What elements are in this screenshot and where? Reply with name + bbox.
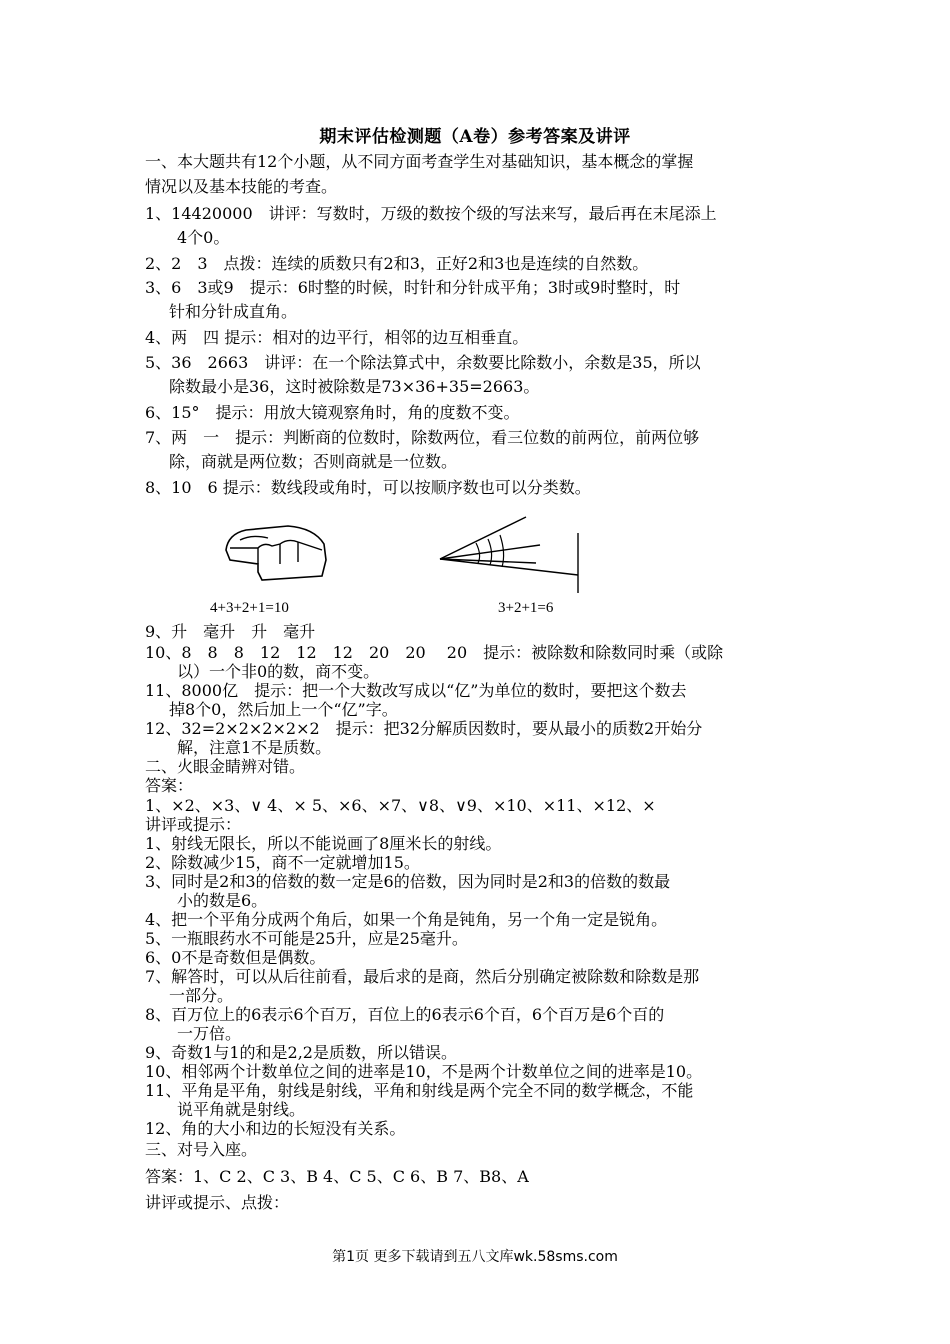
page-footer: 第1页 更多下载请到五八文库wk.58sms.com <box>332 1249 618 1265</box>
note-6: 6、0不是奇数但是偶数。 <box>145 948 326 967</box>
answer-3-line2: 针和分针成直角。 <box>169 302 298 321</box>
note-9: 9、奇数1与1的和是2,2是质数，所以错误。 <box>145 1043 457 1062</box>
note-1: 1、射线无限长，所以不能说画了8厘米长的射线。 <box>145 834 502 853</box>
answer-10-line1: 10、8 8 8 12 12 12 20 20 20 提示：被除数和除数同时乘（或除 <box>145 643 724 662</box>
section1-intro-line1: 一、本大题共有12个小题，从不同方面考查学生对基础知识，基本概念的掌握 <box>145 152 694 171</box>
note-8-line1: 8、百万位上的6表示6个百万，百位上的6表示6个百，6个百万是6个百的 <box>145 1005 665 1024</box>
section3-notes-label: 讲评或提示、点拨： <box>145 1193 290 1212</box>
answer-2-line1: 2、2 3 点拨：连续的质数只有2和3，正好2和3也是连续的自然数。 <box>145 254 649 273</box>
note-3-line2: 小的数是6。 <box>177 891 268 910</box>
note-4: 4、把一个平角分成两个角后，如果一个角是钝角，另一个角一定是锐角。 <box>145 910 668 929</box>
answer-5-line1: 5、36 2663 讲评：在一个除法算式中，余数要比除数小，余数是35，所以 <box>145 353 701 372</box>
answer-6-line1: 6、15° 提示：用放大镜观察角时，角的度数不变。 <box>145 403 520 422</box>
answer-10-line2: 以）一个非0的数，商不变。 <box>177 662 380 681</box>
note-7-line1: 7、解答时，可以从后往前看，最后求的是商，然后分别确定被除数和除数是那 <box>145 967 700 986</box>
note-12: 12、角的大小和边的长短没有关系。 <box>145 1119 406 1138</box>
answer-9-line1: 9、升 毫升 升 毫升 <box>145 622 316 641</box>
page-title: 期末评估检测题（A卷）参考答案及讲评 <box>319 127 631 147</box>
answer-1-line1: 1、14420000 讲评：写数时，万级的数按个级的写法来写，最后再在末尾添上 <box>145 204 717 223</box>
note-7-line2: 一部分。 <box>169 986 234 1005</box>
section2-answers: 1、×2、×3、∨ 4、× 5、×6、×7、∨8、∨9、×10、×11、×12、× <box>145 796 656 815</box>
section3-answers: 答案：1、C 2、C 3、B 4、C 5、C 6、B 7、B8、A <box>145 1167 529 1186</box>
section3-heading: 三、对号入座。 <box>145 1140 258 1159</box>
note-3-line1: 3、同时是2和3的倍数的数一定是6的倍数，因为同时是2和3的倍数的数最 <box>145 872 671 891</box>
figure-right-caption: 3+2+1=6 <box>498 600 554 616</box>
answer-11-line2: 掉8个0，然后加上一个“亿”字。 <box>169 700 398 719</box>
note-8-line2: 一万倍。 <box>177 1024 242 1043</box>
answer-5-line2: 除数最小是36，这时被除数是73×36+35=2663。 <box>169 377 540 396</box>
answer-11-line1: 11、8000亿 提示：把一个大数改写成以“亿”为单位的数时，要把这个数去 <box>145 681 687 700</box>
answer-3-line1: 3、6 3或9 提示：6时整的时候，时针和分针成平角；3时或9时整时，时 <box>145 278 681 297</box>
segment-count-figure <box>218 520 330 584</box>
angle-count-figure <box>436 513 586 597</box>
note-11-line2: 说平角就是射线。 <box>177 1100 306 1119</box>
section2-answer-label: 答案： <box>145 776 194 795</box>
note-2: 2、除数减少15，商不一定就增加15。 <box>145 853 420 872</box>
note-11-line1: 11、平角是平角，射线是射线，平角和射线是两个完全不同的数学概念，不能 <box>145 1081 694 1100</box>
note-10: 10、相邻两个计数单位之间的进率是10，不是两个计数单位之间的进率是10。 <box>145 1062 703 1081</box>
section2-heading: 二、火眼金睛辨对错。 <box>145 757 306 776</box>
note-5: 5、一瓶眼药水不可能是25升，应是25毫升。 <box>145 929 468 948</box>
answer-7-line2: 除，商就是两位数；否则商就是一位数。 <box>169 452 458 471</box>
section1-intro-line2: 情况以及基本技能的考查。 <box>145 177 338 196</box>
answer-1-line2: 4个0。 <box>177 228 230 247</box>
answer-12-line2: 解，注意1不是质数。 <box>177 738 332 757</box>
answer-12-line1: 12、32=2×2×2×2×2 提示：把32分解质因数时，要从最小的质数2开始分 <box>145 719 703 738</box>
answer-8-line1: 8、10 6 提示：数线段或角时，可以按顺序数也可以分类数。 <box>145 478 591 497</box>
answer-7-line1: 7、两 一 提示：判断商的位数时，除数两位，看三位数的前两位，前两位够 <box>145 428 700 447</box>
section2-notes-label: 讲评或提示： <box>145 815 242 834</box>
figure-left-caption: 4+3+2+1=10 <box>210 600 289 616</box>
answer-4-line1: 4、两 四 提示：相对的边平行，相邻的边互相垂直。 <box>145 328 529 347</box>
